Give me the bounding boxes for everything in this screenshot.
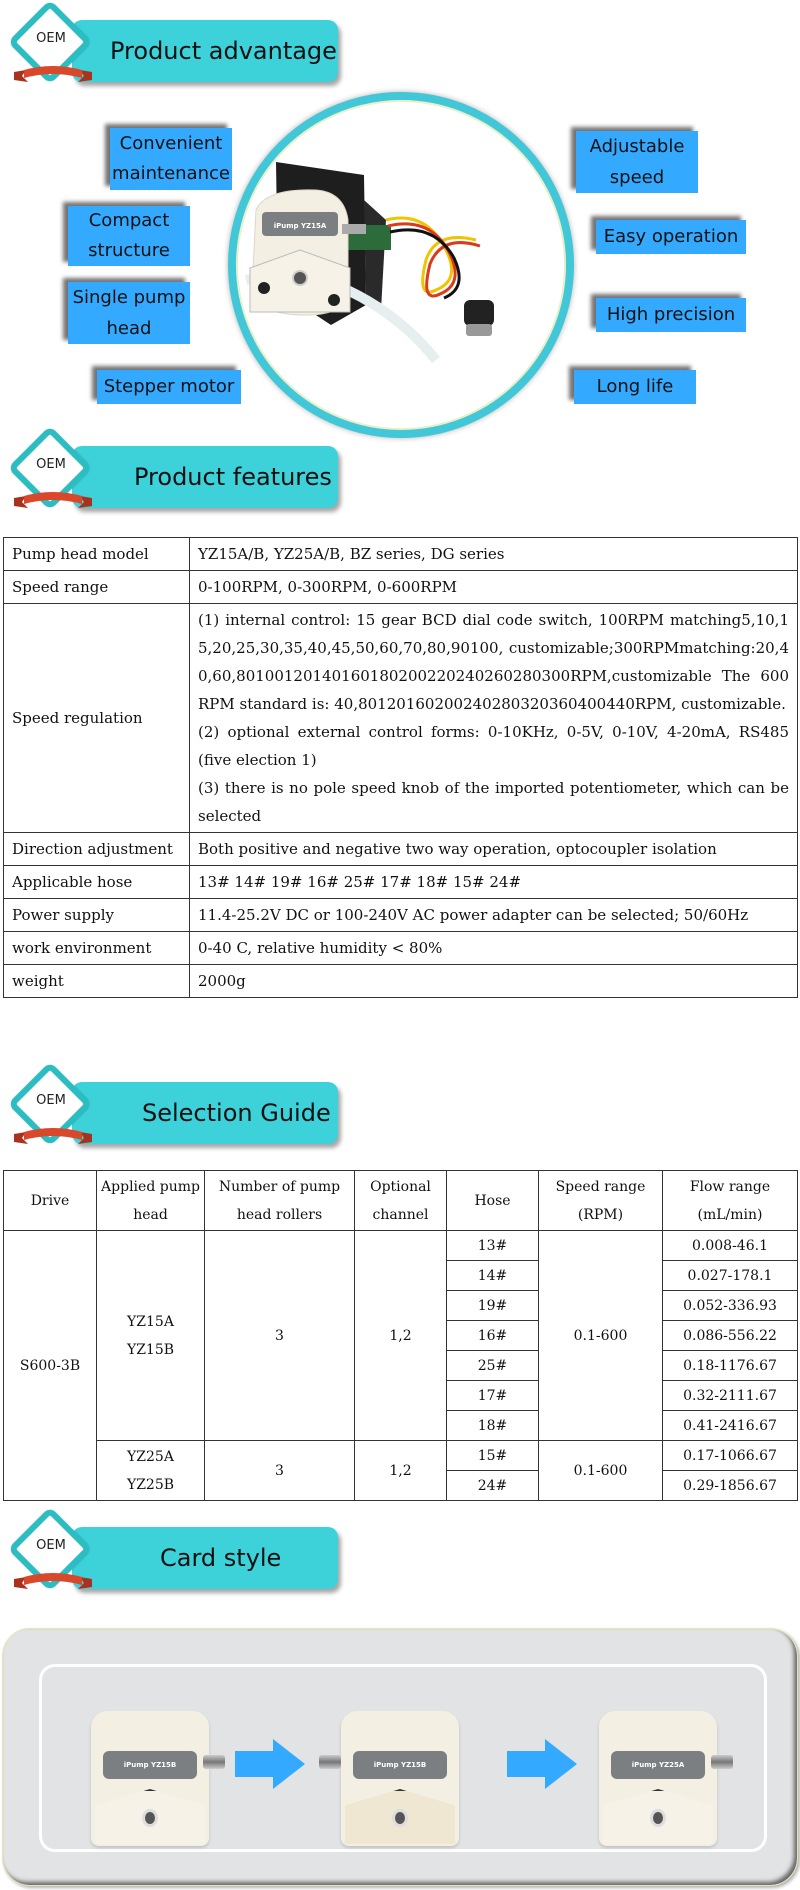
ribbon-icon — [14, 1573, 92, 1589]
pump-shaft-icon — [203, 1755, 225, 1769]
speed-regulation-line-2: (2) optional external control forms: 0-10KHz, 0-5V, 0-10V, 4-20mA, RS485 (five election 1) — [198, 723, 789, 769]
table-row — [4, 1231, 798, 1261]
feature-key: weight — [4, 965, 190, 998]
advantage-label-high-precision: High precision — [596, 298, 746, 332]
section-header-selection — [12, 1068, 332, 1158]
table-row — [4, 932, 798, 965]
flow-cell: 0.29-1856.67 — [663, 1471, 798, 1501]
feature-value: 0-100RPM, 0-300RPM, 0-600RPM — [190, 571, 798, 604]
section-header-card — [12, 1513, 332, 1603]
pump-head-model: YZ25B — [126, 1476, 175, 1493]
pump-head-loaded — [599, 1711, 717, 1846]
pump-head-model: YZ15B — [126, 1341, 175, 1358]
flow-cell: 0.027-178.1 — [663, 1261, 798, 1291]
table-row — [4, 538, 798, 571]
speed-regulation-line-3: (3) there is no pole speed knob of the imported potentiometer, which can be selected — [198, 779, 789, 825]
pump-head-closed — [91, 1711, 209, 1846]
col-header-hose: Hose — [447, 1171, 539, 1231]
feature-key: Speed range — [4, 571, 190, 604]
col-header-rollers: Number of pump head rollers — [205, 1171, 355, 1231]
hose-cell: 18# — [447, 1411, 539, 1441]
col-header-flow: Flow range (mL/min) — [663, 1171, 798, 1231]
section-title: Selection Guide — [142, 1099, 331, 1127]
pump-head-cell — [97, 1231, 205, 1441]
screw-icon — [650, 1809, 666, 1827]
table-header-row — [4, 1171, 798, 1231]
flow-cell: 0.18-1176.67 — [663, 1351, 798, 1381]
flow-cell: 0.41-2416.67 — [663, 1411, 798, 1441]
advantage-label-single-pump-head: Single pump head — [68, 282, 190, 344]
feature-value: 13# 14# 19# 16# 25# 17# 18# 15# 24# — [190, 866, 798, 899]
screw-icon — [392, 1809, 408, 1827]
pump-with-controller-icon — [236, 100, 566, 430]
hose-cell: 25# — [447, 1351, 539, 1381]
pump-head-cell — [97, 1441, 205, 1501]
section-header-advantage — [12, 6, 337, 96]
col-header-speed: Speed range (RPM) — [539, 1171, 663, 1231]
table-row — [4, 866, 798, 899]
table-row — [4, 965, 798, 998]
feature-value: 0-40 C, relative humidity < 80% — [190, 932, 798, 965]
feature-value: YZ15A/B, YZ25A/B, BZ series, DG series — [190, 538, 798, 571]
col-header-drive: Drive — [4, 1171, 97, 1231]
pump-shaft-icon — [711, 1755, 733, 1769]
feature-value — [190, 604, 798, 833]
table-row — [4, 1441, 798, 1471]
arrow-right-icon — [507, 1739, 577, 1789]
pump-label: iPump YZ15B — [353, 1751, 447, 1779]
table-row — [4, 899, 798, 932]
screw-icon — [142, 1809, 158, 1827]
feature-value: 11.4-25.2V DC or 100-240V AC power adapter can be selected; 50/60Hz — [190, 899, 798, 932]
advantage-label-long-life: Long life — [574, 370, 696, 404]
advantage-label-compact-structure: Compact structure — [68, 206, 190, 266]
advantage-label-easy-operation: Easy operation — [596, 220, 746, 254]
channel-cell: 1,2 — [355, 1441, 447, 1501]
rollers-cell: 3 — [205, 1231, 355, 1441]
section-title: Product features — [134, 463, 332, 491]
rollers-cell: 3 — [205, 1441, 355, 1501]
flow-cell: 0.052-336.93 — [663, 1291, 798, 1321]
hose-cell: 19# — [447, 1291, 539, 1321]
speed-regulation-line-1: (1) internal control: 15 gear BCD dial code switch, 100RPM matching5,10,15,20,25,30,35,40,45,50,60,70,80,90100, customizable;300RPMmatching:20,40,60,80100120140160180200220240260280300RPM,customizable The 600RPM standard is: 40,80120160200240280320360400440RPM, customizable. — [198, 611, 789, 713]
advantage-label-adjustable-speed: Adjustable speed — [576, 131, 698, 193]
pump-label: iPump YZ25A — [611, 1751, 705, 1779]
col-header-channel: Optional channel — [355, 1171, 447, 1231]
speed-cell: 0.1-600 — [539, 1231, 663, 1441]
selection-table — [3, 1170, 798, 1501]
feature-value: 2000g — [190, 965, 798, 998]
pump-head-model: YZ15A — [127, 1313, 174, 1330]
product-image — [228, 92, 574, 438]
feature-key: Applicable hose — [4, 866, 190, 899]
table-row — [4, 604, 798, 833]
hose-cell: 17# — [447, 1381, 539, 1411]
feature-key: work environment — [4, 932, 190, 965]
section-title: Card style — [160, 1544, 282, 1572]
card-style-panel — [2, 1628, 798, 1886]
arrow-right-icon — [235, 1739, 305, 1789]
svg-text:iPump YZ15A: iPump YZ15A — [273, 222, 327, 230]
drive-cell: S600-3B — [4, 1231, 97, 1501]
speed-cell: 0.1-600 — [539, 1441, 663, 1501]
section-title: Product advantage — [110, 37, 337, 65]
col-header-pump-head: Applied pump head — [97, 1171, 205, 1231]
table-row — [4, 833, 798, 866]
oem-badge-label: OEM — [36, 457, 66, 472]
pump-head-model: YZ25A — [127, 1448, 174, 1465]
flow-cell: 0.32-2111.67 — [663, 1381, 798, 1411]
section-header-features — [12, 432, 332, 522]
flow-cell: 0.086-556.22 — [663, 1321, 798, 1351]
hose-cell: 24# — [447, 1471, 539, 1501]
pump-label: iPump YZ15B — [103, 1751, 197, 1779]
advantage-label-stepper-motor: Stepper motor — [97, 370, 241, 404]
oem-badge-label: OEM — [36, 1538, 66, 1553]
oem-badge-label: OEM — [36, 31, 66, 46]
flow-cell: 0.008-46.1 — [663, 1231, 798, 1261]
table-row — [4, 571, 798, 604]
ribbon-icon — [14, 1128, 92, 1144]
feature-key: Pump head model — [4, 538, 190, 571]
pump-head-open — [341, 1711, 459, 1846]
hose-cell: 14# — [447, 1261, 539, 1291]
feature-key: Power supply — [4, 899, 190, 932]
oem-badge-label: OEM — [36, 1093, 66, 1108]
hose-cell: 16# — [447, 1321, 539, 1351]
hose-cell: 13# — [447, 1231, 539, 1261]
channel-cell: 1,2 — [355, 1231, 447, 1441]
pump-shaft-icon — [319, 1755, 341, 1769]
flow-cell: 0.17-1066.67 — [663, 1441, 798, 1471]
feature-key: Speed regulation — [4, 604, 190, 833]
feature-key: Direction adjustment — [4, 833, 190, 866]
features-table — [3, 537, 798, 998]
ribbon-icon — [14, 66, 92, 82]
feature-value: Both positive and negative two way operation, optocoupler isolation — [190, 833, 798, 866]
advantage-label-convenient-maintenance: Convenient maintenance — [110, 128, 232, 190]
ribbon-icon — [14, 492, 92, 508]
hose-cell: 15# — [447, 1441, 539, 1471]
